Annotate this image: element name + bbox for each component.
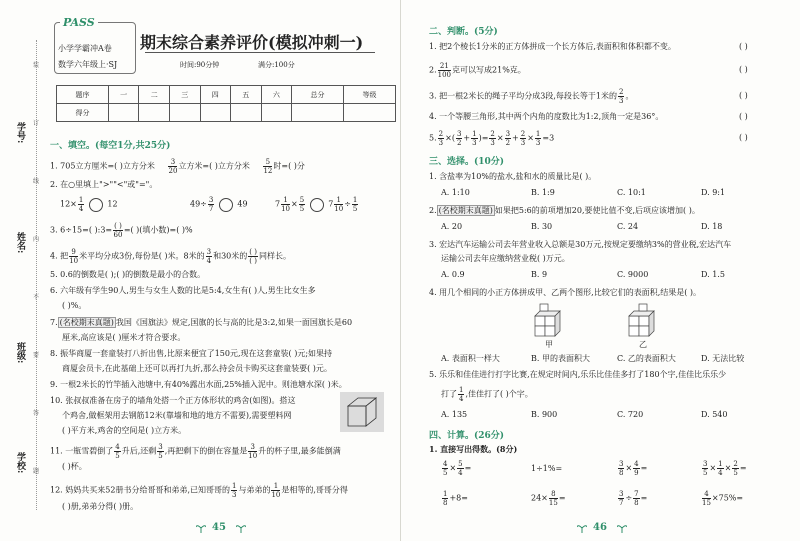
score-header: 二 bbox=[139, 86, 170, 104]
judge-4: 4. 一个等腰三角形,其中两个内角的度数比为1:2,顶角一定是36°。 bbox=[429, 112, 664, 121]
score-cell[interactable] bbox=[261, 104, 292, 122]
binding-char: 要 bbox=[33, 352, 40, 359]
score-cell[interactable] bbox=[169, 104, 200, 122]
shape-yi-label: 乙 bbox=[639, 340, 647, 349]
question-2c: 7 $\frac{1}{10}$ × $\frac{5}{5}$ 7 $\frac{1}{10}$ ÷ $\frac{1}{5}$ bbox=[275, 196, 358, 213]
choice-option: B. 1:9 bbox=[531, 188, 555, 197]
score-cell[interactable] bbox=[231, 104, 262, 122]
shape-jia-figure bbox=[531, 302, 571, 338]
exam-tag: (名校期末真题) bbox=[59, 318, 114, 327]
section-judge-title: 二、判断。(5分) bbox=[429, 27, 498, 37]
question-2-text: 2. 在○里填上">""<"或"="。 bbox=[50, 180, 158, 189]
score-cell[interactable] bbox=[139, 104, 170, 122]
choice-option: A. 0.9 bbox=[441, 270, 465, 279]
choice-option: B. 30 bbox=[531, 222, 553, 231]
score-header: 四 bbox=[200, 86, 231, 104]
choice-option: C. 9000 bbox=[617, 270, 649, 279]
calc-item: $\frac{3}{7}$ ÷ $\frac{7}{8}$ = bbox=[619, 490, 648, 507]
choice-option: C. 10:1 bbox=[617, 188, 646, 197]
score-header: 六 bbox=[261, 86, 292, 104]
exam-full-score: 满分:100分 bbox=[258, 61, 295, 69]
calc-item: $\frac{3}{8}$ × $\frac{4}{9}$ = bbox=[619, 460, 648, 477]
fraction: $\frac{5}{12}$ bbox=[263, 158, 273, 175]
section-fill-title: 一、填空。(每空1分,共25分) bbox=[50, 141, 171, 151]
question-12: 12. 妈妈共买来52册书分给哥哥和弟弟,已知哥哥的 $\frac{1}{3}$ 与弟弟的 $\frac{1}{10}$ 是相等的,哥哥分得 bbox=[50, 482, 348, 499]
question-2a: 12× $\frac{1}{4}$ 12 bbox=[60, 196, 118, 213]
score-header: 五 bbox=[231, 86, 262, 104]
choice-option: C. 720 bbox=[617, 410, 644, 419]
sprout-icon bbox=[196, 523, 206, 533]
choice-5-line1: 5. 乐乐和佳佳进行打字比赛,在规定时间内,乐乐比佳佳多打了180个字,佳佳比乐乐少 bbox=[429, 370, 727, 379]
judge-3: 3. 把一根2米长的绳子平均分成3段,每段长等于1米的 $\frac{2}{3}$ 。 bbox=[429, 88, 634, 105]
choice-option: A. 135 bbox=[441, 410, 468, 419]
choice-option: B. 900 bbox=[531, 410, 558, 419]
answer-blank[interactable]: ( ) bbox=[739, 91, 748, 100]
question-7-line2: 厘米,高应该是( )厘米才符合要求。 bbox=[62, 333, 186, 342]
section-choice-title: 三、选择。(10分) bbox=[429, 157, 505, 167]
section-calc-title: 四、计算。(26分) bbox=[429, 431, 505, 441]
question-1: 1. 705立方厘米=( )立方分米 $\frac{3}{20}$ 立方米=( )立方分米 $\frac{5}{12}$ 时=( )分 bbox=[50, 158, 305, 175]
page-title: 期末综合素养评价(模拟冲刺一) bbox=[140, 33, 364, 52]
score-cell[interactable] bbox=[344, 104, 396, 122]
exam-time: 时间:90分钟 bbox=[180, 61, 220, 69]
question-5: 5. 0.6的倒数是( );( )的倒数是最小的合数。 bbox=[50, 270, 206, 279]
binding-char: 订 bbox=[33, 120, 40, 127]
choice-2: 2. (名校期末真题) 如果把5:6的前项增加20,要使比值不变,后项应该增加( )。 bbox=[429, 206, 700, 215]
sprout-icon bbox=[617, 523, 627, 533]
calc-item: $\frac{1}{8}$ +8= bbox=[443, 490, 468, 507]
compare-circle[interactable] bbox=[310, 198, 324, 212]
question-10-line2: 个鸡舍,做框架用去钢筋12米(靠墙和地的地方不需要),需要塑料网 bbox=[62, 411, 292, 420]
binding-char: 线 bbox=[33, 178, 40, 185]
question-10-line1: 10. 张叔叔准备在房子的墙角处搭一个正方体形状的鸡舍(如图)。搭这 bbox=[50, 396, 296, 405]
binding-char: 不 bbox=[33, 294, 40, 301]
score-header: 等级 bbox=[344, 86, 396, 104]
right-page bbox=[400, 0, 800, 541]
score-table bbox=[56, 85, 396, 122]
calc-item: 24× $\frac{8}{15}$ = bbox=[531, 490, 566, 507]
choice-option: D. 无法比较 bbox=[701, 354, 745, 363]
choice-option: A. 表面积一样大 bbox=[441, 354, 500, 363]
calc-item: 1÷1%= bbox=[531, 464, 563, 473]
question-4: 4. 把 $\frac{9}{10}$ 米平均分成3份,每份是( )米。8米的 $\frac{3}{4}$ 和30米的 $\frac{( )}{( )}$ 同样长。 bbox=[50, 248, 291, 265]
judge-1: 1. 把2个棱长1分米的正方体拼成一个长方体后,表面积和体积都不变。 bbox=[429, 42, 676, 51]
choice-option: C. 24 bbox=[617, 222, 639, 231]
title-divider bbox=[145, 52, 375, 53]
choice-option: C. 乙的表面积大 bbox=[617, 354, 676, 363]
choice-option: B. 甲的表面积大 bbox=[531, 354, 590, 363]
pass-logo: PASS bbox=[60, 16, 98, 29]
score-header: 总分 bbox=[292, 86, 344, 104]
answer-blank[interactable]: ( ) bbox=[739, 65, 748, 74]
choice-5-line2: 打了 $\frac{1}{4}$ ,佳佳打了( )个字。 bbox=[441, 386, 533, 403]
question-7-line1: 7. (名校期末真题) 我国《国旗法》规定,国旗的长与高的比是3:2,如果一面国旗长是60 bbox=[50, 318, 353, 327]
score-cell[interactable] bbox=[200, 104, 231, 122]
question-12-line2: ( )册,弟弟分得( )册。 bbox=[62, 502, 139, 511]
sprout-icon bbox=[236, 523, 246, 533]
shape-jia-label: 甲 bbox=[545, 340, 553, 349]
choice-option: A. 20 bbox=[441, 222, 463, 231]
score-cell[interactable] bbox=[108, 104, 139, 122]
judge-2: 2. $\frac{21}{100}$ 克可以写成21%克。 bbox=[429, 62, 526, 79]
question-11-line2: ( )杯。 bbox=[62, 462, 87, 471]
page-number-right: 46 bbox=[593, 522, 607, 533]
choice-3-line1: 3. 宏达汽车运输公司去年营业收入总额是30万元,按规定要缴纳3%的营业税,宏达汽车 bbox=[429, 240, 732, 249]
question-8-line2: 商厦会员卡,在此基础上还可以再打九折,那么持会员卡购买这套童装要( )元。 bbox=[62, 364, 332, 373]
choice-option: D. 18 bbox=[701, 222, 723, 231]
book-grade: 数学六年级上·SJ bbox=[58, 60, 118, 69]
choice-option: D. 1.5 bbox=[701, 270, 725, 279]
binding-char: 装 bbox=[33, 62, 40, 69]
choice-option: D. 9:1 bbox=[701, 188, 726, 197]
compare-circle[interactable] bbox=[219, 198, 233, 212]
binding-char: 题 bbox=[33, 468, 40, 475]
class-label: 班级: bbox=[15, 342, 25, 364]
choice-option: A. 1:10 bbox=[441, 188, 470, 197]
binding-char: 答 bbox=[33, 410, 40, 417]
school-label: 学校: bbox=[15, 452, 25, 474]
student-id-label: 学号: bbox=[15, 122, 25, 144]
page-number-left: 45 bbox=[212, 522, 226, 533]
question-11: 11. 一瓶雪碧倒了 $\frac{4}{5}$ 升后,还剩 $\frac{3}{5}$ ,再把剩下的倒在容量是 $\frac{3}{10}$ 升的杯子里,最多能倒满 bbox=[50, 443, 341, 460]
exam-tag: (名校期末真题) bbox=[438, 206, 493, 215]
question-9: 9. 一根2米长的竹竿插入池塘中,有40%露出水面,25%插入泥中。则池塘水深( )米。 bbox=[50, 380, 347, 389]
fraction: $\frac{3}{20}$ bbox=[168, 158, 178, 175]
answer-blank[interactable]: ( ) bbox=[739, 42, 748, 51]
question-6-line1: 6. 六年级有学生90人,男生与女生人数的比是5:4,女生有( )人,男生比女生多 bbox=[50, 286, 316, 295]
question-10-line3: ( )平方米,鸡舍的空间是( )立方米。 bbox=[62, 426, 187, 435]
question-2b: 49÷ $\frac{3}{7}$ 49 bbox=[190, 196, 248, 213]
calc-item: $\frac{4}{5}$ × $\frac{5}{4}$ = bbox=[443, 460, 472, 477]
sprout-icon bbox=[577, 523, 587, 533]
score-cell[interactable] bbox=[292, 104, 344, 122]
binding-char: 内 bbox=[33, 236, 40, 243]
cube-coop-figure bbox=[340, 392, 384, 432]
score-header: 一 bbox=[108, 86, 139, 104]
score-row-label: 得分 bbox=[57, 104, 109, 122]
question-6-line2: ( )%。 bbox=[62, 301, 87, 310]
binding-line bbox=[36, 40, 37, 510]
score-header: 三 bbox=[169, 86, 200, 104]
student-name-label: 姓名: bbox=[15, 232, 25, 254]
calc-item: $\frac{4}{15}$ ×75%= bbox=[702, 490, 744, 507]
choice-1: 1. 含盐率为10%的盐水,盐和水的质量比是( )。 bbox=[429, 172, 597, 181]
shape-yi-figure bbox=[625, 302, 665, 338]
score-header: 题序 bbox=[57, 86, 109, 104]
calc-item: $\frac{3}{5}$ × $\frac{1}{4}$ × $\frac{2}{5}$ = bbox=[703, 460, 747, 477]
choice-option: B. 9 bbox=[531, 270, 548, 279]
judge-5: 5. $\frac{2}{3}$ ×( $\frac{3}{2}$ + $\frac{1}{3}$ )= $\frac{2}{3}$ × $\frac{3}{2}$ + $\frac{2}{3}$ × $\frac{1}{3}$ =3 bbox=[429, 130, 555, 147]
choice-option: D. 540 bbox=[701, 410, 728, 419]
choice-3-line2: 运输公司去年应缴纳营业税( )万元。 bbox=[441, 254, 570, 263]
question-3: 3. 6÷15=( ):3= $\frac{( )}{60}$ =( )(填小数)=( )% bbox=[50, 222, 193, 239]
book-name: 小学学霸冲A卷 bbox=[58, 44, 112, 53]
choice-4: 4. 用几个相同的小正方体拼成甲、乙两个图形,比较它们的表面积,结果是( )。 bbox=[429, 288, 702, 297]
calc-subtitle: 1. 直接写出得数。(8分) bbox=[429, 444, 518, 454]
compare-circle[interactable] bbox=[89, 198, 103, 212]
answer-blank[interactable]: ( ) bbox=[739, 112, 748, 121]
answer-blank[interactable]: ( ) bbox=[739, 133, 748, 142]
question-8-line1: 8. 振华商厦一套童装打八折出售,比原来便宜了150元,现在这套童装( )元;如果持 bbox=[50, 349, 333, 358]
